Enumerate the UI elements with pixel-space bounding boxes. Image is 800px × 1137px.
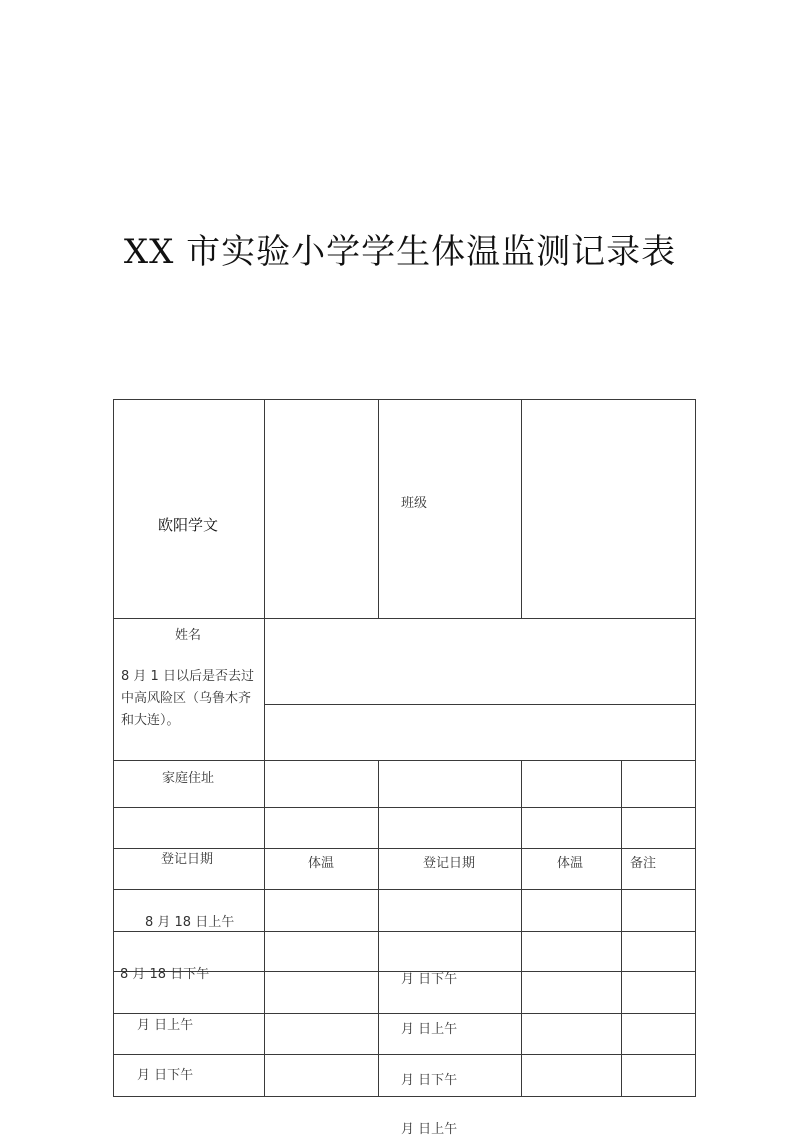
table-line [264, 704, 696, 705]
header-date-2: 登记日期 [423, 856, 476, 871]
table-line [621, 760, 622, 1097]
table-line [521, 760, 522, 1097]
table-line [113, 807, 696, 808]
header-date-1: 登记日期 [161, 852, 214, 867]
table-line [113, 760, 696, 761]
table-line [264, 399, 265, 1097]
table-line [695, 399, 696, 1097]
left-date-4: 月 日下午 [137, 1068, 194, 1083]
risk-area-question: 8 月 1 日以后是否去过中高风险区（乌鲁木齐和大连）。 [121, 669, 254, 728]
left-date-3: 月 日上午 [137, 1018, 194, 1033]
left-date-1: 8 月 18 日上午 [145, 915, 235, 930]
table-line [113, 1096, 696, 1097]
header-remarks: 备注 [630, 856, 657, 871]
page-title: XX 市实验小学学生体温监测记录表 [123, 232, 677, 272]
table-line [521, 399, 522, 619]
table-line [113, 399, 696, 400]
header-temp-2: 体温 [557, 856, 584, 871]
table-line [113, 618, 696, 619]
header-temp-1: 体温 [308, 856, 335, 871]
right-date-3: 月 日下午 [401, 1073, 458, 1088]
table-line [113, 399, 114, 1097]
table-line [113, 889, 696, 890]
right-date-1: 月 日下午 [401, 972, 458, 987]
address-label: 家庭住址 [162, 771, 215, 786]
table-line [113, 931, 696, 932]
right-date-2: 月 日上午 [401, 1022, 458, 1037]
table-line [113, 1054, 696, 1055]
name-label: 姓名 [175, 628, 202, 643]
table-line [378, 399, 379, 619]
right-date-4: 月 日上午 [401, 1122, 458, 1137]
left-date-2: 8 月 18 日下午 [120, 967, 210, 982]
table-line [113, 1013, 696, 1014]
student-name-value: 欧阳学文 [158, 516, 219, 534]
table-line [378, 760, 379, 1097]
class-label: 班级 [401, 496, 428, 511]
